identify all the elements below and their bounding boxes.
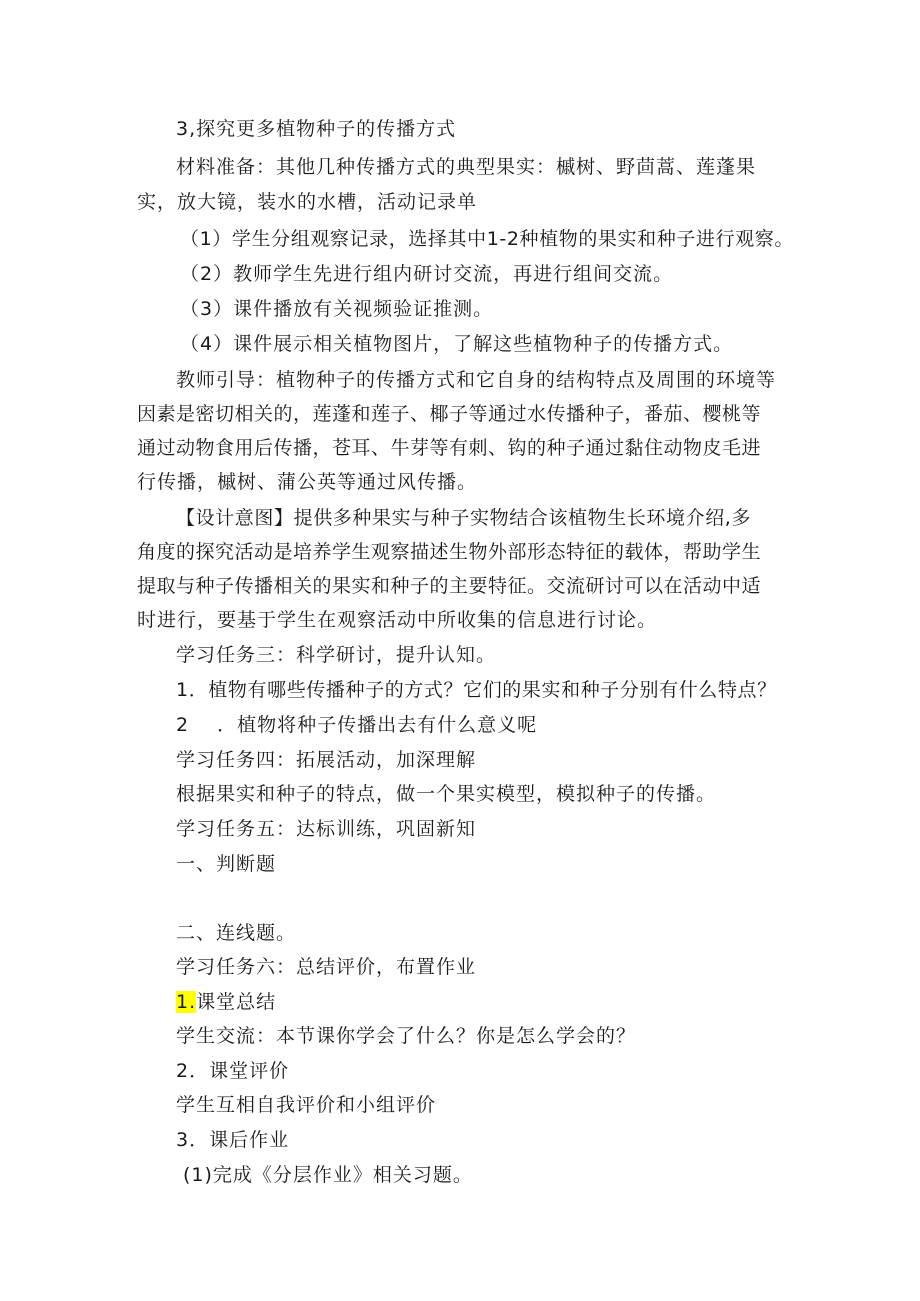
step-4: （4）课件展示相关植物图片，了解这些植物种子的传播方式。 — [180, 333, 734, 355]
teacher-guide-line-1: 教师引导：植物种子的传播方式和它自身的结构特点及周围的环境等 — [176, 369, 777, 391]
design-intent-line-1: 【设计意图】提供多种果实与种子实物结合该植物生长环境介绍,多 — [176, 507, 752, 529]
step-2: （2）教师学生先进行组内研讨交流，再进行组间交流。 — [180, 263, 674, 285]
summary-heading — [176, 990, 276, 1014]
design-intent-line-4: 时进行，要基于学生在观察活动中所收集的信息进行讨论。 — [137, 609, 658, 631]
evaluation-heading: 2．课堂评价 — [176, 1060, 290, 1082]
summary-text: 课堂总结 — [196, 991, 277, 1013]
task-6-heading: 学习任务六：总结评价，布置作业 — [176, 956, 477, 978]
task-3-heading: 学习任务三：科学研讨，提升认知。 — [176, 644, 497, 666]
teacher-guide-line-4: 行传播，槭树、蒲公英等通过风传播。 — [137, 471, 478, 493]
summary-number-highlight: 1. — [176, 991, 197, 1013]
design-intent-line-2: 角度的探究活动是培养学生观察描述生物外部形态特征的载体，帮助学生 — [137, 541, 762, 563]
task-4-content: 根据果实和种子的特点，做一个果实模型，模拟种子的传播。 — [176, 783, 717, 805]
homework-heading: 3．课后作业 — [176, 1129, 290, 1151]
summary-content: 学生交流：本节课你学会了什么？你是怎么学会的？ — [176, 1025, 637, 1047]
question-2-text: ．植物将种子传播出去有什么意义呢 — [217, 714, 538, 736]
matching-heading: 二、连线题。 — [176, 922, 297, 944]
teacher-guide-line-2: 因素是密切相关的，莲蓬和莲子、椰子等通过水传播种子，番茄、樱桃等 — [137, 403, 762, 425]
teacher-guide-line-3: 通过动物食用后传播，苍耳、牛芽等有刺、钩的种子通过黏住动物皮毛进 — [137, 437, 762, 459]
task-4-heading: 学习任务四：拓展活动，加深理解 — [176, 749, 477, 771]
task-5-heading: 学习任务五：达标训练，巩固新知 — [176, 818, 477, 840]
section-heading: 3,探究更多植物种子的传播方式 — [176, 118, 457, 140]
evaluation-content: 学生互相自我评价和小组评价 — [176, 1094, 437, 1116]
judgment-heading: 一、判断题 — [176, 853, 277, 875]
question-2 — [176, 713, 537, 737]
step-3: （3）课件播放有关视频验证推测。 — [180, 298, 494, 320]
materials-line-2: 实，放大镜，装水的水槽，活动记录单 — [137, 191, 478, 213]
materials-line-1: 材料准备：其他几种传播方式的典型果实：槭树、野茴蒿、莲蓬果 — [176, 156, 757, 178]
homework-item-1: (1)完成《分层作业》相关习题。 — [183, 1164, 473, 1186]
question-1: 1．植物有哪些传播种子的方式？它们的果实和种子分别有什么特点？ — [176, 679, 777, 701]
design-intent-line-3: 提取与种子传播相关的果实和种子的主要特征。交流研讨可以在活动中适 — [137, 575, 762, 597]
question-2-number: 2 — [176, 714, 190, 736]
step-1: （1）学生分组观察记录，选择其中1-2种植物的果实和种子进行观察。 — [180, 228, 794, 250]
